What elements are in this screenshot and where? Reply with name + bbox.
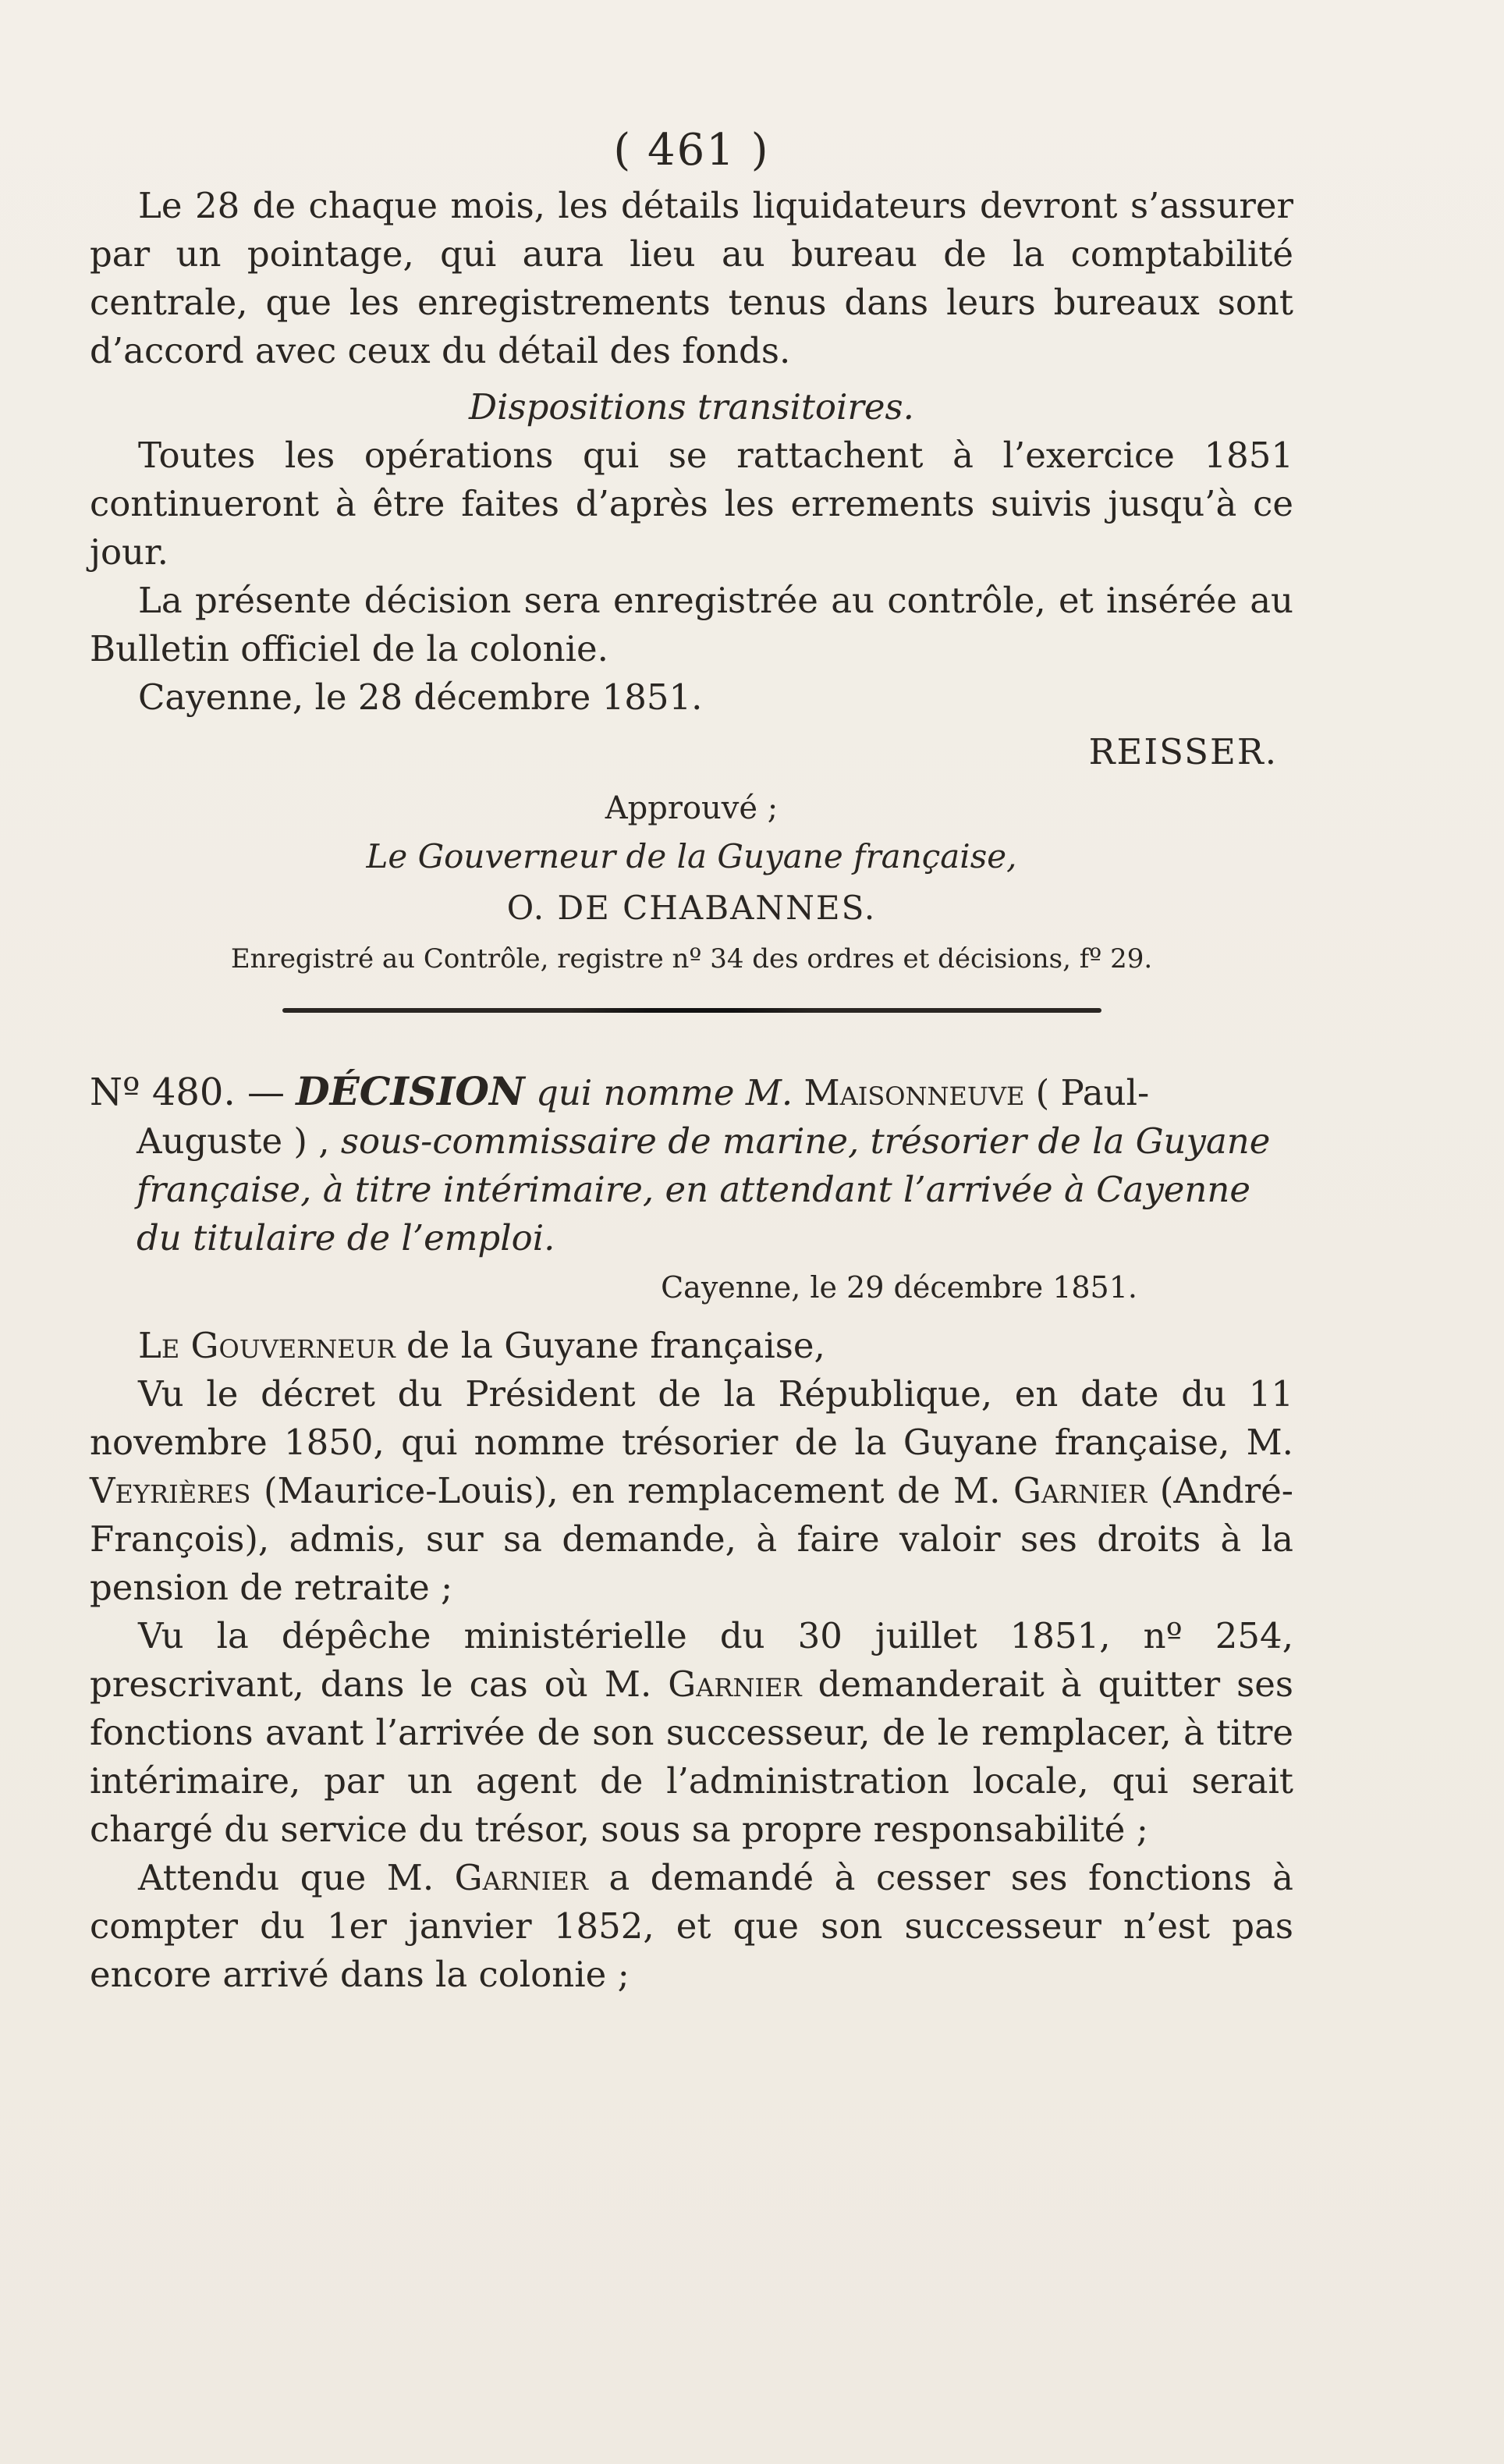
decret-text-a: Vu le décret du Président de la République, en date du 11 novembre 1850, qui nomme trésorier de la Guyane française, M.	[90, 1373, 1293, 1463]
page-number: ( 461 )	[613, 125, 770, 176]
paragraph-depeche	[90, 1612, 1293, 1854]
signature-reisser: REISSER.	[1088, 731, 1278, 772]
paragraph-date: Cayenne, le 28 décembre 1851.	[138, 676, 703, 718]
name-garnier: Garnier	[454, 1857, 588, 1898]
paragraph-enregistrement: La présente décision sera enregistrée au contrôle, et insérée au Bulletin officiel de la colonie.	[90, 580, 1293, 669]
decision-title-part2: ( Paul-Auguste ) ,	[137, 1072, 1150, 1162]
decret-text-c: (André-François), admis, sur sa demande, à faire valoir ses droits à la pension de retraite ;	[90, 1470, 1293, 1608]
decision-person: Maisonneuve	[803, 1072, 1025, 1113]
decision-title: DÉCISION	[296, 1068, 525, 1114]
decision-title-part3: sous-commissaire de marine, trésorier de la Guyane française, à titre intérimaire, en attendant l’arrivée à Cayenne du titulaire de l’emploi.	[137, 1120, 1271, 1259]
paragraph-operations: Toutes les opérations qui se rattachent à l’exercice 1851 continueront à être faites d’après les errements suivis jusqu’à ce jour.	[90, 435, 1293, 573]
paragraph-governor	[90, 1322, 1293, 1370]
name-garnier: Garnier	[668, 1663, 802, 1705]
name-garnier: Garnier	[1013, 1470, 1148, 1511]
section-divider	[282, 1008, 1101, 1013]
governor-name: O. DE CHABANNES.	[506, 889, 877, 927]
depeche-text-a: Vu la dépêche ministérielle du 30 juillet 1851, nº 254, prescrivant, dans le cas où M.	[90, 1615, 1293, 1705]
paragraph-attendu	[90, 1854, 1293, 1999]
approval-label: Approuvé ;	[605, 790, 779, 826]
depeche-text-b: demanderait à quitter ses fonctions avant l’arrivée de son successeur, de le remplacer, à titre intérimaire, par un agent de l’administration locale, qui serait chargé du service du trésor, sous sa propre responsabilité ;	[90, 1663, 1294, 1850]
governor-opening: Le Gouverneur	[138, 1325, 396, 1366]
governor-title: Le Gouverneur de la Guyane française,	[366, 837, 1017, 875]
registration-note: Enregistré au Contrôle, registre nº 34 des ordres et décisions, fº 29.	[230, 943, 1153, 975]
decision-heading	[90, 1067, 1293, 1262]
decision-date: Cayenne, le 29 décembre 1851.	[661, 1270, 1137, 1305]
paragraph-pointage: Le 28 de chaque mois, les détails liquidateurs devront s’assurer par un pointage, qui aura lieu au bureau de la comptabilité centrale, que les enregistrements tenus dans leurs bureaux sont d’accord avec ceux du détail des fonds.	[90, 185, 1293, 371]
transitional-heading: Dispositions transitoires.	[469, 386, 914, 428]
paragraph-decret	[90, 1370, 1293, 1612]
attendu-text-b: a demandé à cesser ses fonctions à compter du 1er janvier 1852, et que son successeur n’est pas encore arrivé dans la colonie ;	[90, 1857, 1293, 1995]
attendu-text-a: Attendu que M.	[138, 1857, 435, 1898]
decision-title-part1: qui nomme M.	[536, 1072, 793, 1113]
name-veyrieres: Veyrières	[90, 1470, 251, 1511]
decision-number: Nº 480. —	[90, 1070, 285, 1114]
decret-text-b: (Maurice-Louis), en remplacement de M.	[264, 1470, 1001, 1511]
governor-opening-rest: de la Guyane française,	[406, 1325, 825, 1366]
